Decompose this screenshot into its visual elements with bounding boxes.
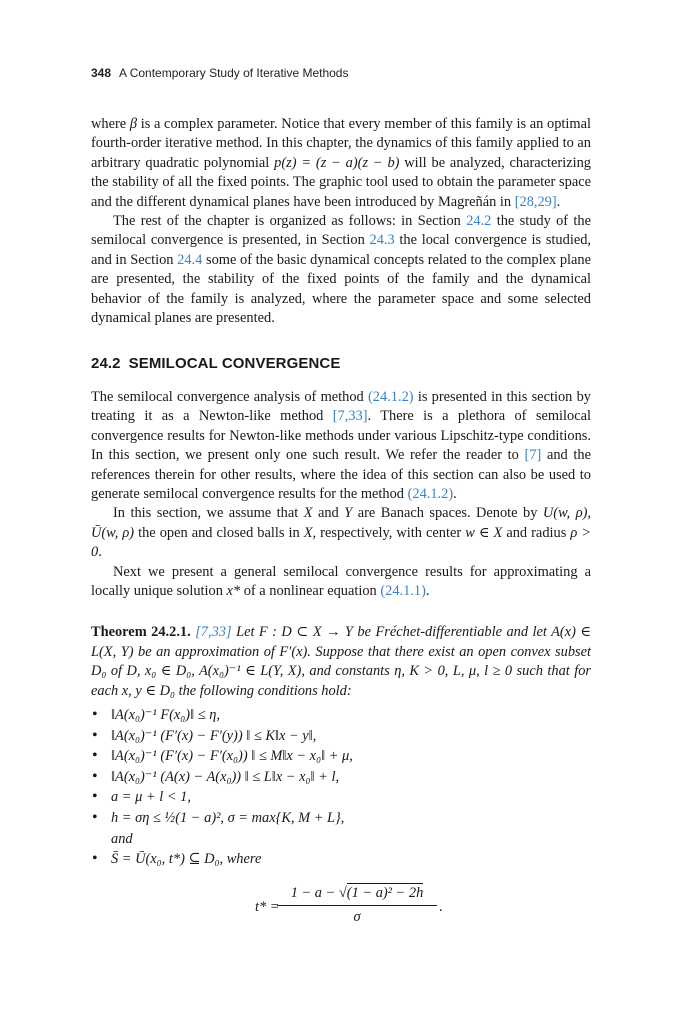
text-run: is presented in this section by treating it as a Newton-like method <box>91 388 591 425</box>
theorem-block <box>91 623 591 933</box>
text-run: and the references therein for other results, where the idea of this section can also be used to generate semilocal convergence results for the method <box>91 447 592 502</box>
fraction-numerator <box>277 884 437 906</box>
theorem-statement <box>91 623 591 701</box>
equation-period: . <box>439 898 443 915</box>
sqrt-sign: √ <box>338 884 347 901</box>
display-equation <box>91 884 591 934</box>
citation-link[interactable]: [28,29] <box>514 193 557 210</box>
text-run: is a complex parameter. Notice that every member of this family is an optimal fourth-order iterative method. In this chapter, the dynamics of this family applied to an arbitrary quadratic polynomial <box>91 116 591 171</box>
book-title: A Contemporary Study of Iterative Methods <box>119 66 349 80</box>
text-run: will be analyzed, characterizing the stability of all the fixed points. The graphic tool used to obtain the parameter space and the different dynamical planes have been introduced by Magreñán in <box>91 154 591 210</box>
text-run: where <box>91 116 130 132</box>
text-run: and radius <box>502 524 571 541</box>
math-balls: U(w, ρ), Ū(w, ρ) <box>91 505 591 541</box>
text-run: The semilocal convergence analysis of method <box>91 388 369 405</box>
text-run: . <box>453 485 457 502</box>
intro-paragraph-1 <box>91 115 591 212</box>
section-paragraph-1 <box>91 388 591 504</box>
text-run: , respectively, with center <box>312 524 466 541</box>
math-x: X <box>303 505 313 522</box>
equation-link[interactable]: (24.1.1) <box>380 582 426 599</box>
and-connector: and <box>111 830 133 847</box>
text-run: the open and closed balls in <box>134 524 304 541</box>
page-number: 348 <box>91 66 112 80</box>
condition-item: • ‖A(x₀)⁻¹ (A(x) − A(x₀)) ‖ ≤ L‖x − x₀‖ + l, <box>91 767 591 788</box>
running-header <box>91 66 348 80</box>
citation-link[interactable]: [7,33] <box>195 624 232 641</box>
text-run: the study of the semilocal convergence is presented, in Section <box>91 213 591 249</box>
text-run: and <box>312 505 345 522</box>
section-paragraph-2 <box>91 504 591 562</box>
section-number: 24.2 <box>91 355 121 373</box>
text-run: . <box>556 193 561 210</box>
text-run: In this section, we assume that <box>113 505 304 522</box>
math-radius: ρ > 0 <box>91 524 591 561</box>
equation-link[interactable]: (24.1.2) <box>407 485 454 502</box>
conditions-list <box>91 705 591 870</box>
equation-lhs: t* = <box>255 898 280 915</box>
text-run: of a nonlinear equation <box>240 582 381 599</box>
text-run: some of the basic dynamical concepts related to the complex plane are presented, the stability of the fixed points of the family and the dynamical behavior of the family is analyzed, where the parameter space and some selected dynamical planes are presented. <box>91 251 591 327</box>
math-solution: x* <box>226 582 241 599</box>
condition-item: • ‖A(x₀)⁻¹ (F′(x) − F′(y)) ‖ ≤ K‖x − y‖, <box>91 726 591 747</box>
condition-item: • ‖A(x₀)⁻¹ (F′(x) − F′(x₀)) ‖ ≤ M‖x − x₀‖ + μ, <box>91 746 591 767</box>
text-run: The rest of the chapter is organized as follows: in Section <box>113 213 467 230</box>
condition-item: • ‖A(x₀)⁻¹ F(x₀)‖ ≤ η, <box>91 705 591 726</box>
equation-fraction <box>277 884 437 928</box>
section-title: SEMILOCAL CONVERGENCE <box>128 355 341 373</box>
numerator-text: 1 − a − <box>290 884 339 901</box>
text-run: . There is a plethora of semilocal convergence results for Newton-like methods under various Lipschitz-type conditions. In this section, we present only one such result. We refer the reader to <box>91 408 591 464</box>
math-beta: β <box>129 116 138 132</box>
condition-item: • h = ση ≤ ½(1 − a)², σ = max{K, M + L}, <box>91 808 591 829</box>
theorem-text: Let F : D ⊂ X → Y be Fréchet-differentiable and let A(x) ∈ L(X, Y) be an approximation of F′(x). Suppose that there exist an open convex subset D₀ of D, x₀ ∈ D₀, A(x₀)⁻¹ ∈ L(Y, X), and constants η, K > 0, L, μ, l ≥ 0 such that for each x, y ∈ D₀ the following conditions hold: <box>91 624 591 699</box>
section-link[interactable]: 24.4 <box>177 251 203 268</box>
intro-paragraph-2 <box>91 212 591 328</box>
text-run: . <box>425 582 430 599</box>
section-paragraph-3 <box>91 563 591 602</box>
theorem-label: Theorem 24.2.1. <box>91 624 191 641</box>
citation-link[interactable]: [7,33] <box>332 408 368 425</box>
text-run: Next we present a general semilocal convergence results for approximating a locally unique solution <box>91 563 591 599</box>
math-center: w ∈ X <box>465 524 503 541</box>
fraction-denominator: σ <box>353 909 361 926</box>
text-run: . <box>98 544 102 561</box>
text-run: are Banach spaces. Denote by <box>352 505 543 522</box>
section-link[interactable]: 24.3 <box>369 232 395 249</box>
text-run: the local convergence is studied, and in Section <box>91 232 592 268</box>
condition-item: • S̄ = Ū(x₀, t*) ⊆ D₀, where <box>91 849 591 870</box>
equation-link[interactable]: (24.1.2) <box>368 388 414 405</box>
page-body <box>91 115 591 934</box>
math-y: Y <box>344 505 353 522</box>
math-x: X <box>303 524 313 541</box>
condition-item: • a = μ + l < 1, <box>91 787 591 808</box>
sqrt-argument: (1 − a)² − 2h <box>346 884 424 901</box>
section-link[interactable]: 24.2 <box>466 213 492 230</box>
section-heading <box>91 354 591 373</box>
citation-link[interactable]: [7] <box>524 447 542 464</box>
math-polynomial: p(z) = (z − a)(z − b) <box>274 154 400 171</box>
